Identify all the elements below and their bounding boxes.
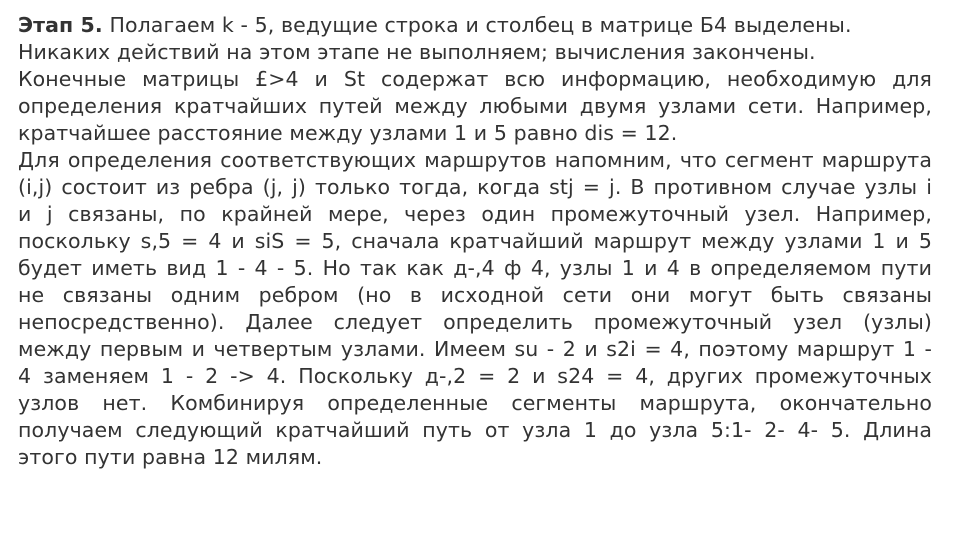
text-line-8: и j связаны, по крайней мере, через один промежуточный узел. Например,	[18, 202, 932, 226]
text-line-16: получаем следующий кратчайший путь от узла 1 до узла 5:1- 2- 4- 5. Длина	[18, 418, 932, 442]
text-line-13: между первым и четвертым узлами. Имеем su - 2 и s2i = 4, поэтому маршрут 1 -	[18, 337, 932, 361]
text-line-1: Этап 5. Полагаем k - 5, ведущие строка и столбец в матрице Б4 выделены.	[18, 13, 852, 37]
text-line-12: непосредственно). Далее следует определить промежуточный узел (узлы)	[18, 310, 932, 334]
text-line-3: Конечные матрицы £>4 и St содержат всю информацию, необходимую для	[18, 67, 932, 91]
text-line-17: этого пути равна 12 милям.	[18, 445, 323, 469]
text-line-7: (i,j) состоит из ребра (j, j) только тогда, когда stj = j. В противном случае узлы i	[18, 175, 932, 199]
text-line-5: кратчайшее расстояние между узлами 1 и 5 равно dis = 12.	[18, 121, 678, 145]
text-line-4: определения кратчайших путей между любыми двумя узлами сети. Например,	[18, 94, 932, 118]
text-line-9: поскольку s,5 = 4 и siS = 5, сначала кратчайший маршрут между узлами 1 и 5	[18, 229, 932, 253]
text-line-6: Для определения соответствующих маршрутов напомним, что сегмент маршрута	[18, 148, 932, 172]
text-line-11: не связаны одним ребром (но в исходной сети они могут быть связаны	[18, 283, 932, 307]
text-line-2: Никаких действий на этом этапе не выполняем; вычисления закончены.	[18, 40, 816, 64]
text-line-14: 4 заменяем 1 - 2 -> 4. Поскольку д-,2 = 2 и s24 = 4, других промежуточных	[18, 364, 932, 388]
document-body	[18, 12, 932, 471]
step-label: Этап 5.	[18, 13, 103, 37]
text-line-10: будет иметь вид 1 - 4 - 5. Но так как д-,4 ф 4, узлы 1 и 4 в определяемом пути	[18, 256, 932, 280]
text-line-15: узлов нет. Комбинируя определенные сегменты маршрута, окончательно	[18, 391, 932, 415]
